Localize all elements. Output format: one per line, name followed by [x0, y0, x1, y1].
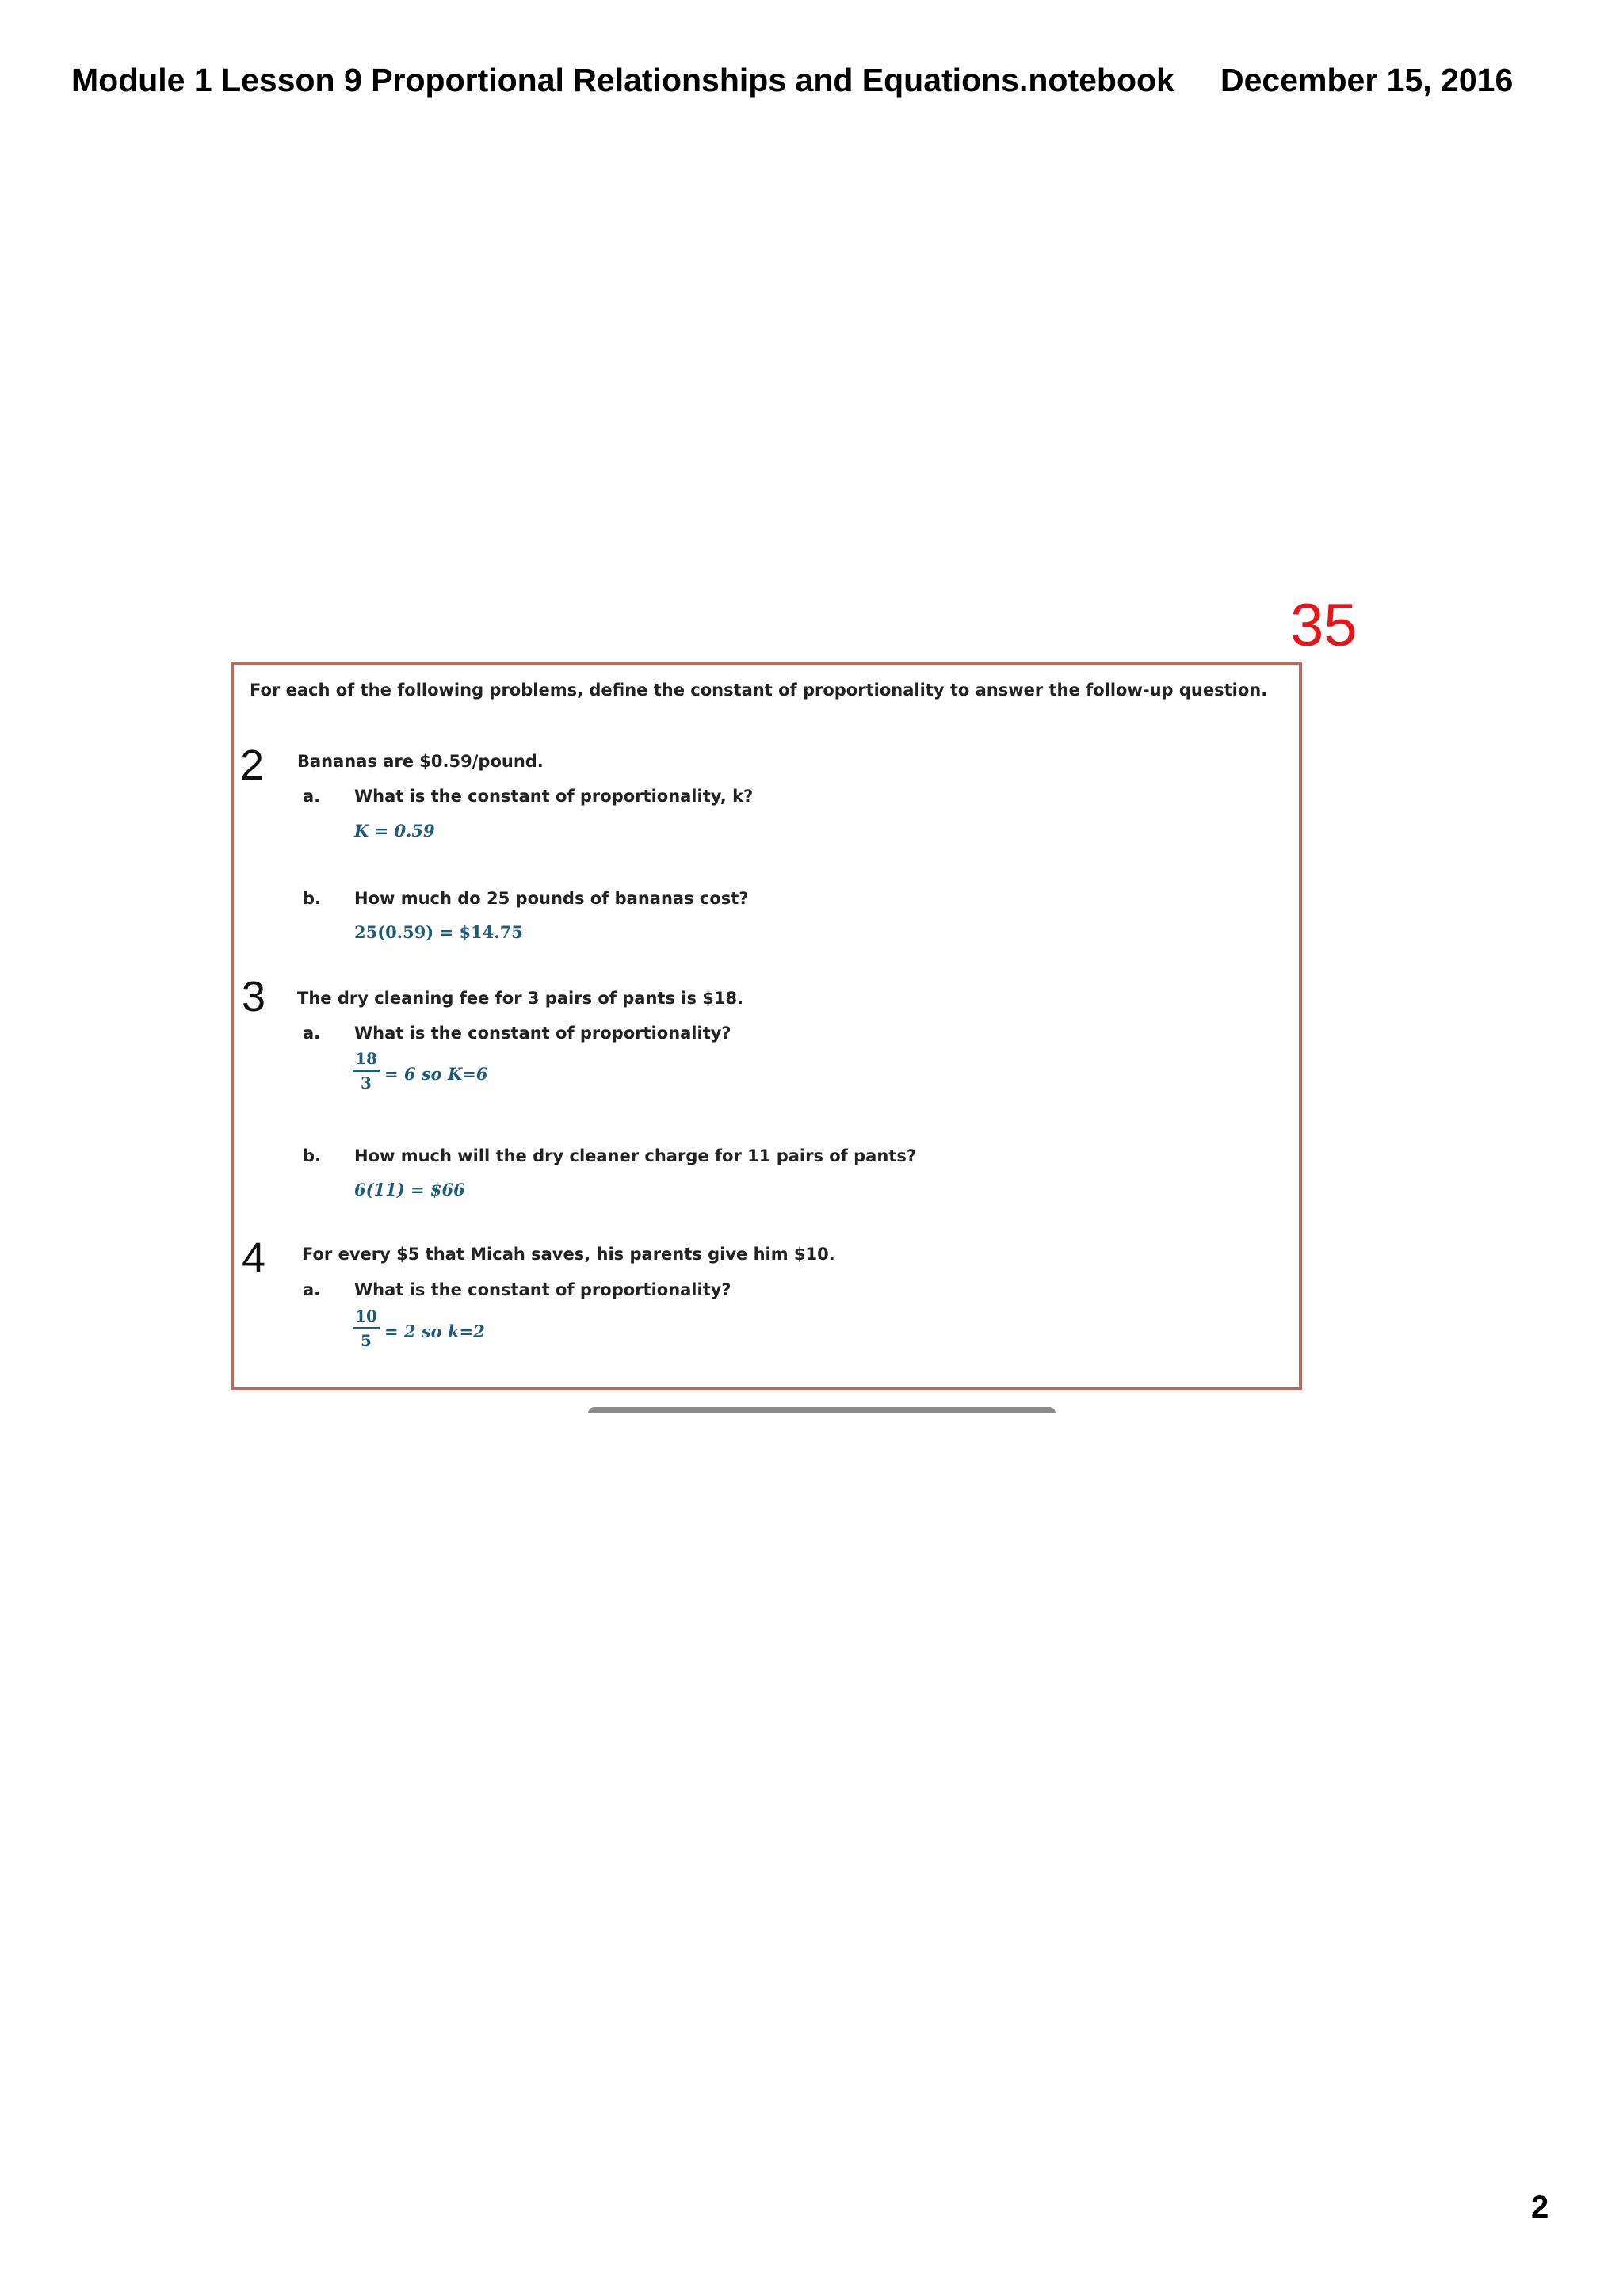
problem-3a-question: What is the constant of proportionality? — [354, 1024, 731, 1043]
problem-2b-letter: b. — [303, 889, 322, 908]
handwritten-page-annotation: 35 — [1290, 592, 1358, 659]
problem-3a-letter: a. — [303, 1024, 321, 1043]
problem-3b-question: How much will the dry cleaner charge for 11 pairs of pants? — [354, 1146, 917, 1165]
fraction-denominator: 5 — [361, 1331, 372, 1350]
page-number: 2 — [1531, 2190, 1549, 2225]
fraction-numerator: 18 — [355, 1049, 377, 1068]
worksheet-instructions: For each of the following problems, define the constant of proportionality to answer the follow-up question. — [250, 681, 1268, 700]
problem-4a-letter: a. — [303, 1280, 321, 1299]
problem-number-3: 3 — [242, 973, 266, 1020]
problem-3a-fraction — [353, 1049, 380, 1093]
scroll-edge-bar — [588, 1407, 1056, 1413]
worksheet-screenshot — [231, 662, 1302, 1390]
problem-2-statement: Bananas are $0.59/pound. — [297, 752, 544, 771]
problem-4-statement: For every $5 that Micah saves, his parents give him $10. — [302, 1245, 835, 1264]
problem-2a-answer: K = 0.59 — [354, 821, 435, 841]
problem-2a-question: What is the constant of proportionality, k? — [354, 787, 754, 806]
problem-3a-answer: = 6 so K=6 — [384, 1064, 488, 1084]
problem-3b-letter: b. — [303, 1146, 322, 1165]
problem-3-statement: The dry cleaning fee for 3 pairs of pants is $18. — [297, 989, 744, 1008]
notebook-date: December 15, 2016 — [1220, 62, 1514, 98]
problem-4a-answer: = 2 so k=2 — [384, 1322, 485, 1341]
notebook-title: Module 1 Lesson 9 Proportional Relationships and Equations.notebook — [71, 62, 1174, 98]
fraction-bar — [353, 1327, 380, 1329]
fraction-bar — [353, 1070, 380, 1072]
problem-4a-question: What is the constant of proportionality? — [354, 1280, 731, 1299]
problem-2a-letter: a. — [303, 787, 321, 806]
problem-2b-question: How much do 25 pounds of bananas cost? — [354, 889, 749, 908]
problem-number-2: 2 — [240, 742, 265, 789]
problem-2b-answer: 25(0.59) = $14.75 — [354, 922, 523, 942]
fraction-denominator: 3 — [361, 1074, 372, 1093]
problem-number-4: 4 — [242, 1234, 266, 1282]
problem-3b-answer: 6(11) = $66 — [354, 1180, 465, 1199]
fraction-numerator: 10 — [355, 1306, 377, 1325]
problem-4a-fraction — [353, 1306, 380, 1350]
